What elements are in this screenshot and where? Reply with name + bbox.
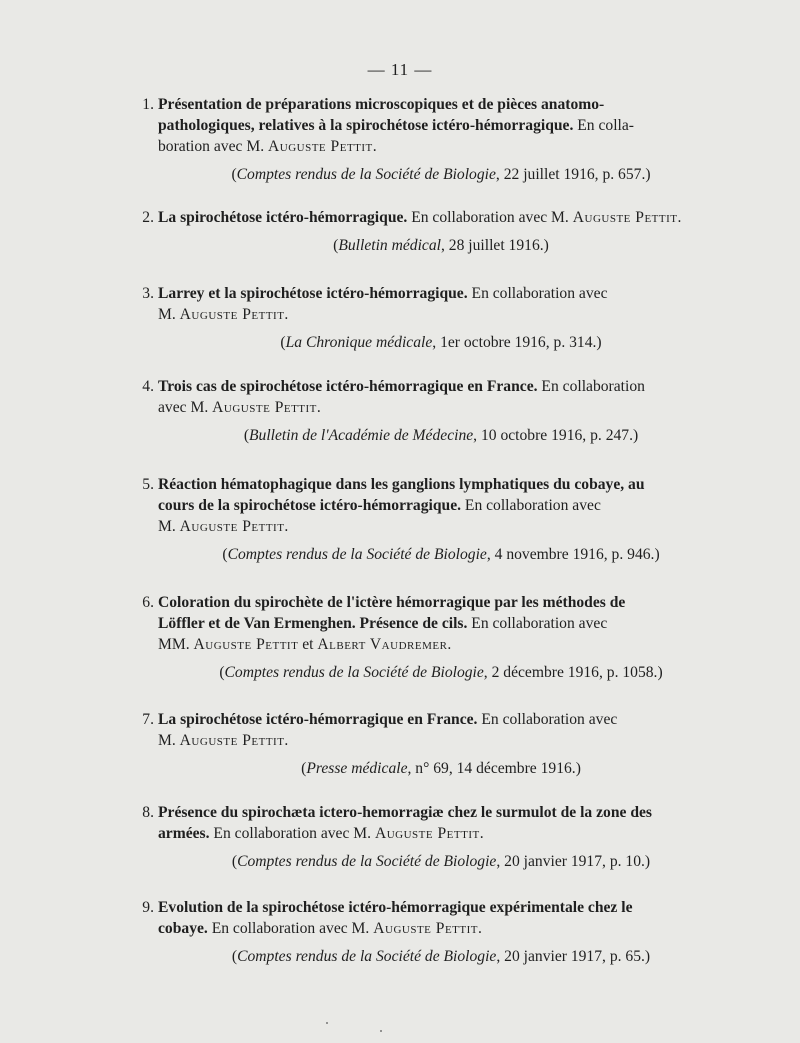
entry-collab-text: En collaboration avec M.	[207, 920, 370, 937]
entry-collab-text: En collaboration avec	[467, 285, 608, 302]
collaborator-name: Auguste Pettit.	[374, 825, 485, 842]
collaborator-name: Auguste Pettit.	[373, 920, 483, 937]
entry-number: 2.	[142, 209, 154, 226]
entry-collab-text: M.	[158, 518, 176, 535]
reference-details: , 20 janvier 1917, p. 65.)	[496, 948, 651, 965]
reference-details: , 1er octobre 1916, p. 314.)	[432, 334, 602, 351]
entry-collab-text: M.	[158, 306, 176, 323]
journal-name: Bulletin de l'Académie de Médecine	[249, 427, 474, 444]
bibliography-entry-4	[122, 376, 740, 446]
collaborator-name: Auguste Pettit.	[179, 518, 289, 535]
entry-title-line: La spirochétose ictéro-hémorragique.	[158, 209, 408, 226]
journal-name: Comptes rendus de la Société de Biologie	[237, 853, 497, 870]
entry-title-line: Coloration du spirochète de l'ictère hémorragique par les méthodes de	[158, 594, 626, 611]
bibliography-entry-1	[122, 94, 740, 185]
entry-collab-text: En collaboration avec M.	[407, 209, 569, 226]
journal-name: Bulletin médical	[338, 237, 441, 254]
entry-title-line: Réaction hématophagique dans les ganglions lymphatiques du cobaye, au	[158, 476, 645, 493]
entry-title-line: Présence du spirochæta ictero-hemorragiæ chez le surmulot de la zone des	[158, 804, 652, 821]
entry-reference: (Comptes rendus de la Société de Biologie, 2 décembre 1916, p. 1058.)	[219, 664, 663, 681]
reference-details: , 2 décembre 1916, p. 1058.)	[483, 664, 663, 681]
journal-name: Comptes rendus de la Société de Biologie	[224, 664, 484, 681]
entry-title-line: Présentation de préparations microscopiques et de pièces anatomo-	[158, 96, 605, 113]
entry-number: 1.	[142, 96, 154, 113]
journal-name: Comptes rendus de la Société de Biologie	[236, 166, 496, 183]
entry-number: 8.	[142, 804, 154, 821]
entry-collab-text: En collaboration avec	[477, 711, 618, 728]
bibliography-entry-7	[122, 709, 740, 779]
journal-name: Presse médicale	[306, 760, 408, 777]
entry-collab-text: En colla-	[573, 117, 634, 134]
paper-speck	[326, 1022, 328, 1024]
bibliography-entry-6	[122, 592, 740, 683]
entry-number: 6.	[142, 594, 154, 611]
entry-collab-text: et	[298, 636, 318, 653]
entry-collab-text: En collaboration avec	[467, 615, 608, 632]
bibliography-entry-8	[122, 802, 740, 872]
reference-details: , 4 novembre 1916, p. 946.)	[486, 546, 660, 563]
collaborator-name: Auguste Pettit.	[179, 732, 289, 749]
collaborator-name: Auguste Pettit	[193, 636, 299, 653]
entry-reference: (La Chronique médicale, 1er octobre 1916, p. 314.)	[280, 334, 602, 351]
bibliography-entry-3	[122, 283, 740, 353]
entry-collab-text: En collaboration avec M.	[209, 825, 372, 842]
bibliography-entry-9	[122, 897, 740, 967]
reference-details: , n° 69, 14 décembre 1916.)	[407, 760, 581, 777]
reference-details: , 22 juillet 1916, p. 657.)	[495, 166, 651, 183]
entry-reference: (Comptes rendus de la Société de Biologie, 4 novembre 1916, p. 946.)	[222, 546, 660, 563]
entry-number: 7.	[142, 711, 154, 728]
entry-collab-text: En collaboration avec	[461, 497, 601, 514]
bibliography-entry-2	[122, 207, 740, 256]
entry-reference: (Bulletin de l'Académie de Médecine, 10 octobre 1916, p. 247.)	[243, 427, 639, 444]
entry-collab-text: MM.	[158, 636, 190, 653]
entry-reference: (Comptes rendus de la Société de Biologie, 20 janvier 1917, p. 65.)	[231, 948, 651, 965]
entry-number: 5.	[142, 476, 154, 493]
journal-name: Comptes rendus de la Société de Biologie	[227, 546, 487, 563]
entry-title-line: La spirochétose ictéro-hémorragique en France.	[158, 711, 478, 728]
entry-collab-text: En collaboration	[537, 378, 645, 395]
entry-title-line: Trois cas de spirochétose ictéro-hémorragique en France.	[158, 378, 538, 395]
bibliography-entry-5	[122, 474, 740, 565]
entry-collab-text: M.	[158, 732, 176, 749]
entry-reference: (Comptes rendus de la Société de Biologie, 22 juillet 1916, p. 657.)	[231, 166, 651, 183]
entry-title-line: pathologiques, relatives à la spirochétose ictéro-hémorragique.	[158, 117, 574, 134]
entry-title-line: cours de la spirochétose ictéro-hémorragique.	[158, 497, 462, 514]
entry-title-line: cobaye.	[158, 920, 208, 937]
collaborator-name: Albert Vaudremer.	[317, 636, 452, 653]
entry-reference: (Bulletin médical, 28 juillet 1916.)	[333, 237, 549, 254]
collaborator-name: Auguste Pettit.	[212, 399, 322, 416]
journal-name: Comptes rendus de la Société de Biologie	[237, 948, 497, 965]
entry-title-line: Löffler et de Van Ermenghen. Présence de cils.	[158, 615, 468, 632]
journal-name: La Chronique médicale	[285, 334, 433, 351]
entry-title-line: Evolution de la spirochétose ictéro-hémorragique expérimentale chez le	[158, 899, 633, 916]
entry-title-line: armées.	[158, 825, 210, 842]
entry-title-line: Larrey et la spirochétose ictéro-hémorragique.	[158, 285, 468, 302]
entry-number: 9.	[142, 899, 154, 916]
entry-number: 3.	[142, 285, 154, 302]
entry-collab-text: avec M.	[158, 399, 209, 416]
entry-collab-text: boration avec M.	[158, 138, 265, 155]
collaborator-name: Auguste Pettit.	[179, 306, 289, 323]
reference-details: , 10 octobre 1916, p. 247.)	[473, 427, 639, 444]
paper-speck	[380, 1030, 382, 1032]
entry-reference: (Comptes rendus de la Société de Biologie, 20 janvier 1917, p. 10.)	[231, 853, 651, 870]
reference-details: , 28 juillet 1916.)	[440, 237, 549, 254]
reference-details: , 20 janvier 1917, p. 10.)	[496, 853, 651, 870]
entry-reference: (Presse médicale, n° 69, 14 décembre 1916.)	[301, 760, 581, 777]
entry-number: 4.	[142, 378, 154, 395]
collaborator-name: Auguste Pettit.	[268, 138, 378, 155]
collaborator-name: Auguste Pettit.	[572, 209, 682, 226]
page-number: — 11 —	[367, 60, 433, 79]
